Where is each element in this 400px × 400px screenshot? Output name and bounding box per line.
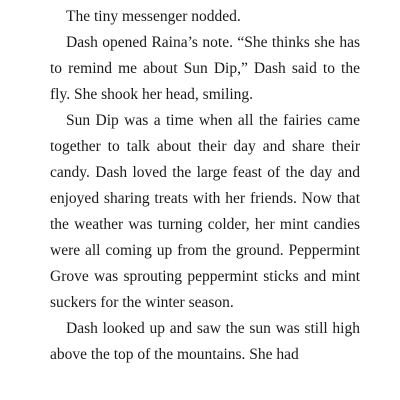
paragraph-1: The tiny messenger nodded.: [66, 8, 241, 25]
paragraph-2: Dash opened Raina’s note. “She thinks she has to remind me about Sun Dip,” Dash said to the fly. She shook her head, smiling.: [50, 34, 360, 103]
paragraph-3: Sun Dip was a time when all the fairies came together to talk about their day and share their candy. Dash loved the large feast of the day and enjoyed sharing treats with her friends. Now that the weather was turning colder, her mint candies were all coming up from the ground. Peppermint Grove was sprouting peppermint sticks and mint suckers for the winter season.: [50, 112, 360, 311]
body-text: [50, 4, 360, 368]
paragraph-4: Dash looked up and saw the sun was still high above the top of the mountains. She had: [50, 320, 360, 363]
